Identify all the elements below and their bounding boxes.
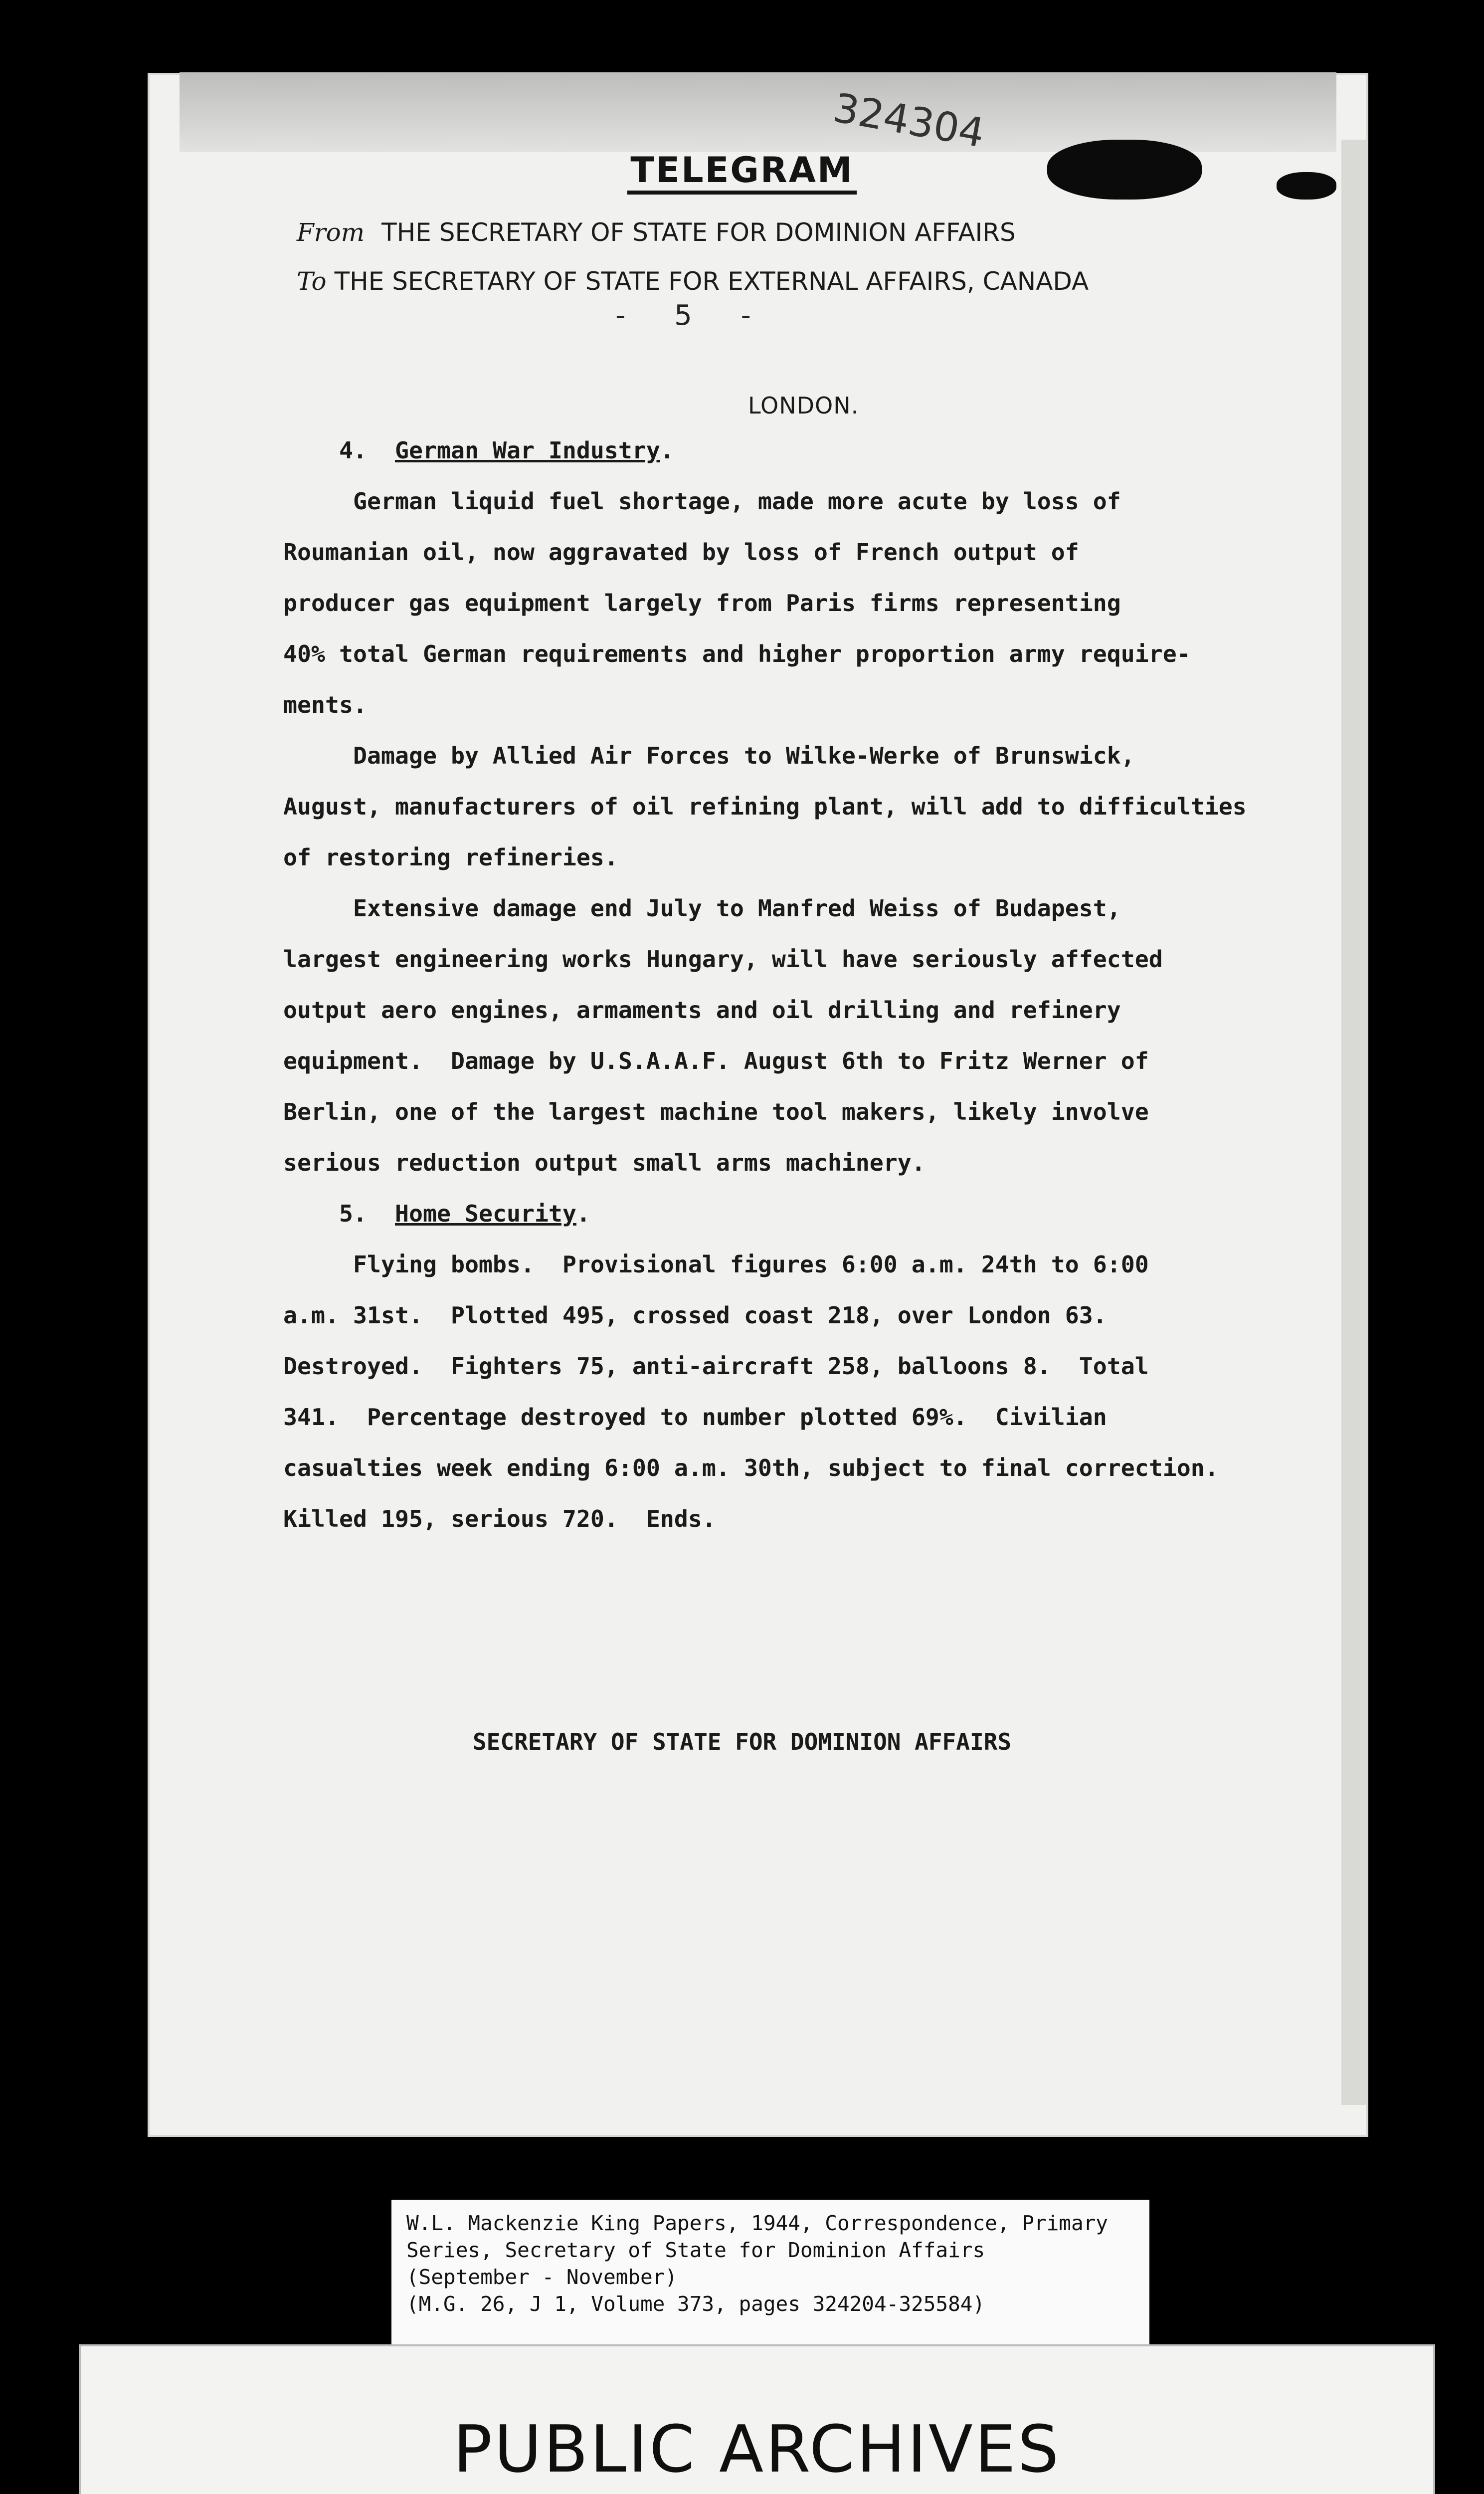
- archive-label-line: W.L. Mackenzie King Papers, 1944, Correspondence, Primary: [406, 2211, 1108, 2235]
- telegram-body: [283, 425, 1340, 1544]
- from-label: From: [297, 218, 365, 247]
- stamp-line-english: PUBLIC ARCHIVES: [453, 2411, 1061, 2487]
- text-line: Damage by Allied Air Forces to Wilke-Werke of Brunswick,: [283, 742, 1135, 769]
- section-5-heading: 5. Home Security.: [339, 1200, 590, 1227]
- text-line: equipment. Damage by U.S.A.A.F. August 6th to Fritz Werner of: [283, 1047, 1149, 1074]
- text-line: producer gas equipment largely from Paris firms representing: [283, 590, 1121, 617]
- place-line: LONDON.: [748, 392, 859, 419]
- archive-label-line: (September - November): [406, 2265, 678, 2289]
- sheet-top-shading: [180, 72, 1336, 152]
- text-line: casualties week ending 6:00 a.m. 30th, subject to final correction.: [283, 1455, 1219, 1481]
- text-line: output aero engines, armaments and oil drilling and refinery: [283, 997, 1121, 1024]
- text-line: Berlin, one of the largest machine tool makers, likely involve: [283, 1098, 1149, 1125]
- text-line: Extensive damage end July to Manfred Weiss of Budapest,: [283, 895, 1121, 922]
- text-line: a.m. 31st. Plotted 495, crossed coast 218, over London 63.: [283, 1302, 1107, 1329]
- text-line: Roumanian oil, now aggravated by loss of French output of: [283, 539, 1079, 566]
- to-value: THE SECRETARY OF STATE FOR EXTERNAL AFFAIRS, CANADA: [334, 267, 1089, 296]
- text-line: 341. Percentage destroyed to number plotted 69%. Civilian: [283, 1404, 1107, 1431]
- to-line: [297, 267, 1089, 296]
- to-label: To: [297, 267, 327, 296]
- document-number: 324304: [830, 84, 988, 157]
- from-line: [297, 218, 1016, 247]
- archive-label-line: Series, Secretary of State for Dominion Affairs: [406, 2238, 985, 2262]
- text-line: ments.: [283, 691, 367, 718]
- text-line: August, manufacturers of oil refining plant, will add to difficulties: [283, 793, 1247, 820]
- signature-line: SECRETARY OF STATE FOR DOMINION AFFAIRS: [472, 1728, 1012, 1755]
- telegram-title: TELEGRAM: [0, 150, 1484, 191]
- text-line: Destroyed. Fighters 75, anti-aircraft 258, balloons 8. Total: [283, 1353, 1149, 1380]
- text-line: 40% total German requirements and higher proportion army require-: [283, 640, 1191, 667]
- archive-label: [391, 2200, 1149, 2344]
- sheet-edge-shadow: [1341, 140, 1366, 2105]
- text-line: serious reduction output small arms machinery.: [283, 1149, 926, 1176]
- text-line: German liquid fuel shortage, made more acute by loss of: [283, 488, 1121, 515]
- text-line: largest engineering works Hungary, will have seriously affected: [283, 946, 1163, 973]
- archive-label-line: (M.G. 26, J 1, Volume 373, pages 324204-325584): [406, 2292, 985, 2316]
- text-line: Killed 195, serious 720. Ends.: [283, 1505, 716, 1532]
- page-number: - 5 -: [615, 299, 771, 332]
- from-value: THE SECRETARY OF STATE FOR DOMINION AFFAIRS: [381, 218, 1016, 247]
- text-line: Flying bombs. Provisional figures 6:00 a.m. 24th to 6:00: [283, 1251, 1149, 1278]
- section-4-heading: 4. German War Industry.: [339, 437, 674, 464]
- text-line: of restoring refineries.: [283, 844, 618, 871]
- archive-stamp: [79, 2344, 1435, 2494]
